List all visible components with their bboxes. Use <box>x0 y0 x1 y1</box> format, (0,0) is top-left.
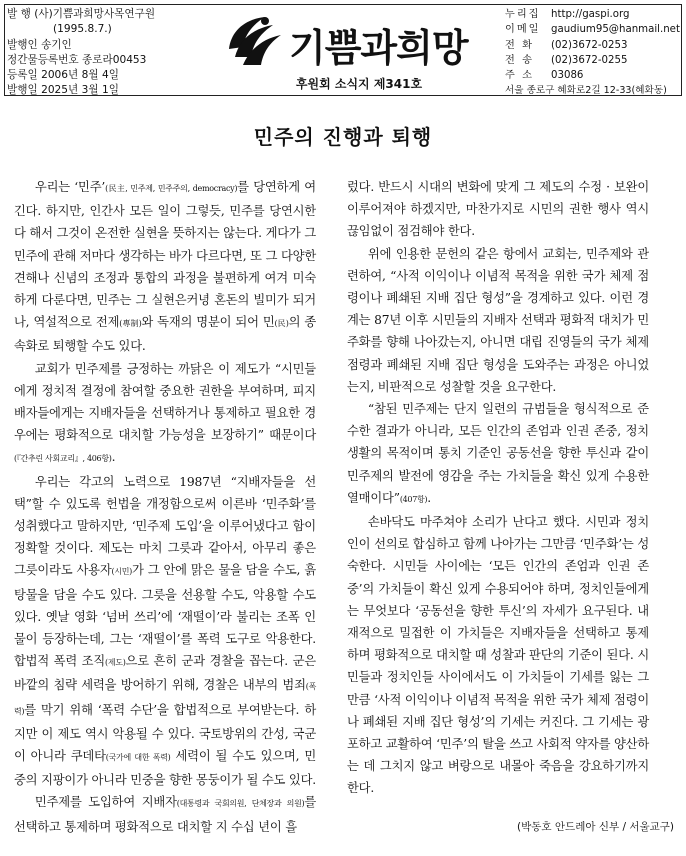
article-title: 민주의 진행과 퇴행 <box>253 125 433 149</box>
text-run: 우리는 각고의 노력으로 1987년 “지배자들을 선택”할 수 있도록 헌법을 개정함으로써 이른바 ‘민주화’를 성취했다고 말하지만, ‘민주제 도입’을 이루어냈다고 함이 정확할 것이다. 제도는 마치 그릇과 같아서, 아무리 좋은 그릇이라도 사용자 <box>14 474 316 578</box>
text-run: . <box>111 450 116 465</box>
logo-emblem-icon <box>221 11 287 71</box>
contact-label: 전 화 <box>505 39 534 51</box>
contact-value: 03086 <box>551 70 584 82</box>
publisher-value: 종로라00453 <box>82 53 147 66</box>
text-run: 손바닥도 마주쳐야 소리가 난다고 했다. 시민과 정치인이 선의로 합심하고 함께 나아가는 그만큼 ‘민주화’는 성숙한다. 시민들 사이에는 ‘모든 인간의 존엄과 인권 존중’의 가치들이 확신 있게 수용되어야 하며, 정치인들에게는 무엇보다 ‘공동선을 향한 투신’의 자세가 요구된다. 내재적으로 밀접한 이 가치들은 지배자들을 선택하고 통제하며 평화적으로 대치할 때 성찰과 판단의 기준이 된다. 시민들과 정치인들 사이에서도 이 가치들이 기세를 잃는 그만큼 ‘사적 이익이나 이념적 목적을 위한 국가 체제 점령이나 폐쇄된 지배 집단 형성’의 기세는 커진다. 그 기세는 광포하고 교활하여 ‘민주’의 탈을 쓰고 사회적 약자를 양산하는 데 그치지 않고 벼랑으로 내몰아 죽음을 강요하기까지 한다. <box>347 515 649 796</box>
contact-row <box>505 53 681 68</box>
text-run: . <box>427 490 431 505</box>
text-run: “참된 민주제는 단지 일련의 규범들을 형식적으로 준수한 결과가 아니라, 모든 인간의 존엄과 인권 존중, 정치 생활의 목적이며 통치 기준인 공동선을 향한 투신과 같이 민주제의 발전에 영감을 주는 가치들을 확신 있게 수용한 열매이다” <box>347 402 649 505</box>
text-run: 의 종속화로 퇴행할 수도 있다. <box>14 315 317 354</box>
contact-value: (02)3672-0255 <box>551 54 628 66</box>
text-run: 렀다. 반드시 시대의 변화에 맞게 그 제도의 수정 · 보완이 이루어져야 하겠지만, 마찬가지로 시민의 권한 행사 역시 끊임없이 점검해야 한다. <box>347 180 649 239</box>
publisher-row <box>7 22 211 37</box>
text-run: 으로 흔히 군과 경찰을 꼽는다. 군은 바깥의 침략 세력을 방어하기 위해, 경찰은 내부의 범죄 <box>14 654 316 693</box>
left-column <box>14 176 316 838</box>
text-run: 를 막기 위해 ‘폭력 수단’을 합법적으로 부여받는다. 하지만 이 제도 역시 악용될 수 있다. 국토방위의 간성, 국군이 아니라 쿠데타 <box>14 702 316 764</box>
paragraph <box>14 176 316 358</box>
paragraph <box>347 243 649 398</box>
inline-note: (대통령과 국회의원, 단체장과 의원) <box>176 799 305 809</box>
paragraph <box>347 511 649 800</box>
publisher-row <box>7 83 211 98</box>
masthead-center <box>211 5 507 93</box>
contact-row <box>505 7 681 22</box>
inline-note: (民) <box>274 319 289 329</box>
paragraph <box>14 358 316 471</box>
publisher-info <box>7 7 211 97</box>
publisher-row <box>7 68 211 83</box>
contact-label: 주 소 <box>505 70 534 82</box>
author-signature: (박동호 안드레아 신부 / 서울교구) <box>517 821 674 833</box>
text-run: 와 독재의 명분이 되어 민 <box>141 315 275 330</box>
text-run: 민주제를 도입하여 지배자 <box>34 795 177 810</box>
inline-note: (시민) <box>111 567 132 577</box>
publisher-label: 발행일 <box>7 84 38 97</box>
contact-label: 전 송 <box>505 54 534 66</box>
contact-info <box>505 7 681 97</box>
address-line: 서울 종로구 혜화로2길 12-33(혜화동) <box>505 85 667 97</box>
text-run: 교회가 민주제를 긍정하는 까닭은 이 제도가 “시민들에게 정치적 결정에 참여할 중요한 권한을 부여하며, 피지배자들에게는 지배자들을 선택하거나 통제하고 필요한 경우에는 평화적으로 대치할 가능성을 보장하기” 때문이다 <box>14 361 316 443</box>
text-run: 우리는 ‘민주’ <box>34 180 106 194</box>
contact-value: gaudium95@hanmail.net <box>551 24 680 36</box>
text-run: 를 당연하게 여긴다. 하지만, 인간사 모든 일이 그렇듯, 민주를 당연시한다 해서 그것이 온전한 실현을 뜻하지는 않는다. 게다가 그 민주에 관해 저마다 생각하는 바가 다르다면, 또 그 다양한 견해나 신념의 조정과 통합의 과정을 불편하게 여겨 미숙하게 다룬다면, 민주는 그 실현은커녕 혼돈의 빌미가 되거나, 역설적으로 전제 <box>14 180 316 330</box>
publisher-value: 송기인 <box>41 38 72 51</box>
contact-value: (02)3672-0253 <box>551 39 628 51</box>
paragraph <box>14 471 316 792</box>
issue-line: 후원회 소식지 제341호 <box>295 77 423 91</box>
text-run: 세력이 될 수도 있으며, 민중의 지팡이가 아니라 민중을 향한 몽둥이가 될 수도 있다. <box>14 749 317 788</box>
text-run: 가 그 안에 맑은 물을 담을 수도, 흙탕물을 담을 수도 있다. 그릇을 선용할 수도, 악용할 수도 있다. 옛날 영화 ‘넘버 쓰리’에 ‘재떨이’라 불리는 조폭 인물이 등장하는데, 그는 ‘재떨이’를 폭력 도구로 악용한다. 합법적 폭력 조직 <box>14 563 316 669</box>
publisher-row <box>7 38 211 53</box>
publisher-row <box>7 7 211 22</box>
inline-note: (제도) <box>105 658 126 668</box>
inline-note: (407항) <box>399 494 428 504</box>
inline-note: (국가에 대한 폭력) <box>105 753 171 763</box>
publisher-row <box>7 53 211 68</box>
inline-note: (專制) <box>119 319 142 329</box>
paragraph <box>347 176 649 243</box>
publisher-value: 2025년 3월 1일 <box>41 84 119 97</box>
text-run: 를 선택하고 통제하며 평화적으로 대치할 지 수십 년이 흘 <box>14 795 317 834</box>
text-run: 위에 인용한 문헌의 같은 항에서 교회는, 민주제와 관련하여, “사적 이익이나 이념적 목적을 위한 국가 체제 점령이나 폐쇄된 지배 집단 형성”을 경계하고 있다. 이런 경계는 87년 이후 시민들의 지배자 선택과 평화적 대치가 민주화를 향해 나아갔는지, 아니면 대립 진영들의 국가 체제 점령과 폐쇄된 지배 집단 형성을 도와주는 과정은 아니었는지, 비판적으로 성찰할 것을 요구한다. <box>347 246 649 394</box>
paragraph <box>347 398 649 511</box>
publisher-label: 발 행 <box>7 8 31 20</box>
paragraph <box>14 791 316 837</box>
publisher-value: 2006년 8월 4일 <box>41 69 119 82</box>
logo-title: 기쁨과희망 <box>289 26 468 70</box>
right-column <box>347 176 649 800</box>
contact-label: 누리집 <box>505 9 541 20</box>
inline-note: (『간추린 사회교리』, 406항) <box>14 454 112 464</box>
inline-note: (폭력) <box>14 682 316 716</box>
contact-row <box>505 38 681 53</box>
contact-label: 이메일 <box>505 24 541 36</box>
publisher-value: (1995.8.7.) <box>53 23 112 36</box>
logo <box>217 11 501 71</box>
publisher-value: (사)기쁨과희망사목연구원 <box>34 8 156 20</box>
publisher-label: 발행인 <box>7 38 38 51</box>
contact-row <box>505 22 681 37</box>
masthead <box>4 4 682 96</box>
contact-value: http://gaspi.org <box>551 9 630 20</box>
contact-row <box>505 68 681 83</box>
inline-note: (民主, 민주제, 민주주의, democracy) <box>105 184 238 193</box>
publisher-label: 등록일 <box>7 69 38 82</box>
publisher-label: 정간물등록번호 <box>7 53 79 66</box>
